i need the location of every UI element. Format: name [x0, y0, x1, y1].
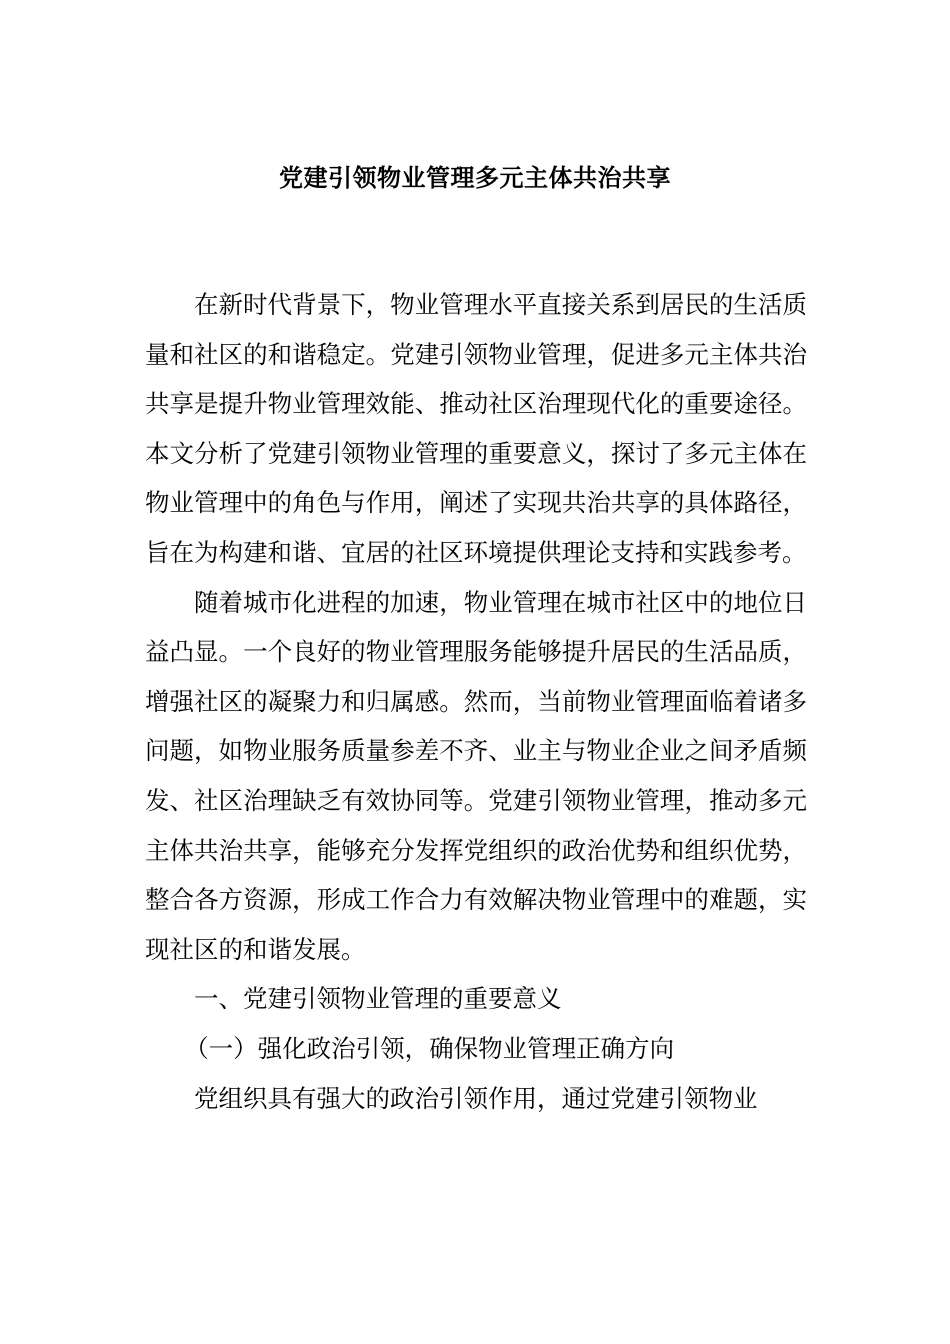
paragraph-introduction: 随着城市化进程的加速，物业管理在城市社区中的地位日益凸显。一个良好的物业管理服务能够提升居民的生活品质，增强社区的凝聚力和归属感。然而，当前物业管理面临着诸多问题，如物业服务质量参差不齐、业主与物业企业之间矛盾频发、社区治理缺乏有效协同等。党建引领物业管理，推动多元主体共治共享，能够充分发挥党组织的政治优势和组织优势，整合各方资源，形成工作合力有效解决物业管理中的难题，实现社区的和谐发展。: [145, 587, 807, 964]
paragraph-abstract: 在新时代背景下，物业管理水平直接关系到居民的生活质量和社区的和谐稳定。党建引领物业管理，促进多元主体共治共享是提升物业管理效能、推动社区治理现代化的重要途径。本文分析了党建引领物业管理的重要意义，探讨了多元主体在物业管理中的角色与作用，阐述了实现共治共享的具体路径，旨在为构建和谐、宜居的社区环境提供理论支持和实践参考。: [145, 290, 807, 567]
document-title: 党建引领物业管理多元主体共治共享: [279, 164, 671, 192]
subsection-heading-1: （一）强化政治引领，确保物业管理正确方向: [184, 1033, 675, 1063]
section-heading-1: 一、党建引领物业管理的重要意义: [194, 984, 562, 1014]
paragraph-section-1: 党组织具有强大的政治引领作用，通过党建引领物业: [194, 1083, 758, 1113]
document-body: [145, 280, 807, 1123]
